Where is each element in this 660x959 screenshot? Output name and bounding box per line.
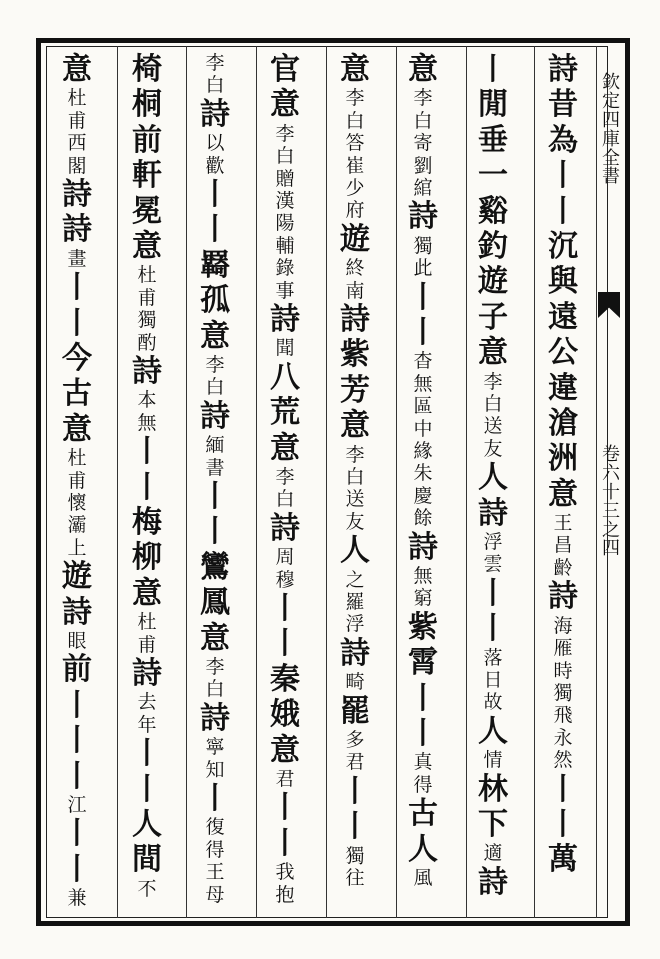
text-char: 友: [483, 437, 503, 460]
text-char: 丨: [62, 687, 92, 723]
text-char: 紫: [340, 337, 370, 373]
text-char: 無: [137, 411, 157, 434]
text-char: 友: [345, 510, 365, 533]
text-char: 丨: [340, 773, 370, 809]
text-char: 軒: [132, 158, 162, 194]
text-char: 意: [340, 408, 370, 444]
text-char: 府: [345, 199, 365, 222]
text-char: 事: [275, 279, 295, 302]
text-char: 寧: [205, 736, 225, 759]
margin-char: 全: [602, 147, 620, 169]
text-char: 少: [345, 177, 365, 200]
text-char: 本: [137, 389, 157, 412]
text-char: 甫: [67, 109, 87, 132]
text-char: 李: [345, 443, 365, 466]
text-char: 兼: [67, 887, 87, 910]
text-char: 意: [270, 732, 300, 768]
text-char: 聞: [275, 337, 295, 360]
text-char: 孤: [200, 283, 230, 319]
text-char: 情: [483, 749, 503, 772]
text-char: 送: [483, 415, 503, 438]
text-char: 意: [548, 476, 578, 512]
text-char: 得: [413, 773, 433, 796]
text-char: 意: [200, 318, 230, 354]
book-title: [597, 74, 625, 187]
text-char: 意: [132, 575, 162, 611]
text-char: 我: [275, 861, 295, 884]
text-char: 閣: [67, 154, 87, 177]
text-char: 紫: [408, 609, 438, 645]
text-char: 芳: [340, 372, 370, 408]
text-char: 釣: [478, 228, 508, 264]
text-char: 洲: [548, 441, 578, 477]
text-char: 詩: [132, 655, 162, 691]
text-char: 羇: [200, 247, 230, 283]
text-char: 與: [548, 264, 578, 300]
text-char: 丨: [270, 626, 300, 662]
text-char: 官: [270, 52, 300, 87]
text-char: 浮: [483, 530, 503, 553]
text-char: 詩: [548, 579, 578, 615]
text-char: 灞: [67, 514, 87, 537]
text-char: 終: [345, 257, 365, 280]
text-char: 羅: [345, 591, 365, 614]
text-char: 丨: [548, 158, 578, 194]
text-column: [130, 52, 164, 900]
text-char: 冕: [132, 193, 162, 229]
text-char: 白: [413, 109, 433, 132]
text-char: 林: [478, 771, 508, 807]
text-char: 甫: [67, 469, 87, 492]
text-char: 丨: [200, 478, 230, 514]
text-char: 緬: [205, 434, 225, 457]
text-char: 詩: [548, 52, 578, 87]
text-char: 意: [62, 411, 92, 447]
text-char: 丨: [270, 825, 300, 861]
text-char: 君: [275, 767, 295, 790]
text-char: 丨: [62, 723, 92, 759]
text-char: 詩: [340, 635, 370, 671]
text-char: 丨: [270, 790, 300, 826]
text-char: 詩: [200, 700, 230, 736]
column-rule: [466, 46, 467, 918]
text-char: 丨: [62, 758, 92, 794]
text-char: 下: [478, 806, 508, 842]
margin-char: 書: [602, 166, 620, 188]
text-char: 獨: [137, 309, 157, 332]
text-char: 鳳: [200, 585, 230, 621]
text-char: 穆: [275, 568, 295, 591]
margin-char: 定: [602, 90, 620, 112]
text-char: 此: [413, 257, 433, 280]
text-char: 丨: [548, 771, 578, 807]
margin-char: 六: [602, 462, 620, 484]
text-char: 酌: [137, 331, 157, 354]
text-char: 丨: [200, 514, 230, 550]
text-char: 丨: [132, 771, 162, 807]
text-char: 為: [548, 122, 578, 158]
text-char: 真: [413, 751, 433, 774]
column-rule: [326, 46, 327, 918]
text-char: 詩: [200, 398, 230, 434]
text-char: 時: [553, 659, 573, 682]
margin-char: 卷: [602, 444, 620, 465]
text-char: 丨: [408, 716, 438, 752]
text-char: 詩: [62, 177, 92, 213]
text-char: 人: [132, 806, 162, 842]
text-char: 杳: [413, 350, 433, 373]
text-char: 椅: [132, 52, 162, 87]
text-char: 詩: [408, 199, 438, 235]
column-rule: [256, 46, 257, 918]
text-char: 慶: [413, 484, 433, 507]
text-char: 丨: [200, 780, 230, 816]
text-char: 詩: [478, 495, 508, 531]
text-char: 浮: [345, 613, 365, 636]
text-char: 獨: [345, 844, 365, 867]
column-rule: [534, 46, 535, 918]
margin-char: 三: [602, 500, 620, 522]
text-char: 甫: [137, 633, 157, 656]
text-column: [198, 52, 232, 906]
column-rule: [186, 46, 187, 918]
text-char: 南: [345, 279, 365, 302]
margin-char: 十: [602, 481, 620, 503]
text-char: 無: [413, 372, 433, 395]
text-char: 君: [345, 751, 365, 774]
text-char: 鸞: [200, 549, 230, 585]
text-char: 適: [483, 842, 503, 865]
text-char: 周: [275, 546, 295, 569]
text-char: 詩: [200, 96, 230, 132]
text-char: 丨: [408, 279, 438, 315]
text-char: 垂: [478, 122, 508, 158]
text-char: 綰: [413, 177, 433, 200]
text-char: 去: [137, 691, 157, 714]
text-char: 昌: [553, 534, 573, 557]
text-char: 詩: [408, 529, 438, 565]
text-char: 窮: [413, 587, 433, 610]
text-char: 前: [132, 122, 162, 158]
text-char: 之: [345, 568, 365, 591]
text-char: 意: [132, 228, 162, 264]
text-char: 丨: [62, 851, 92, 887]
text-char: 意: [478, 335, 508, 371]
text-char: 區: [413, 395, 433, 418]
text-char: 詩: [62, 594, 92, 630]
text-char: 公: [548, 335, 578, 371]
text-char: 無: [413, 565, 433, 588]
text-char: 故: [483, 691, 503, 714]
text-char: 丨: [62, 270, 92, 306]
text-char: 霄: [408, 645, 438, 681]
margin-char: 之: [602, 519, 620, 541]
text-char: 錄: [275, 257, 295, 280]
text-char: 娥: [270, 697, 300, 733]
text-char: 意: [62, 52, 92, 87]
text-char: 不: [137, 877, 157, 900]
text-char: 李: [275, 466, 295, 488]
text-char: 杜: [137, 264, 157, 287]
text-char: 詩: [270, 302, 300, 338]
text-char: 梅: [132, 504, 162, 540]
text-char: 緣: [413, 440, 433, 463]
text-char: 古: [62, 376, 92, 412]
text-char: 書: [205, 456, 225, 479]
text-char: 送: [345, 488, 365, 511]
text-char: 風: [413, 867, 433, 890]
text-char: 杜: [67, 87, 87, 110]
text-char: 昔: [548, 87, 578, 123]
text-char: 人: [478, 713, 508, 749]
text-char: 一: [478, 158, 508, 194]
text-char: 中: [413, 417, 433, 440]
text-char: 詩: [340, 302, 370, 338]
margin-char: 欽: [602, 72, 620, 93]
text-char: 人: [408, 831, 438, 867]
text-char: 漢: [275, 190, 295, 212]
text-char: 齡: [553, 556, 573, 579]
text-char: 白: [205, 74, 225, 97]
text-char: 丨: [200, 212, 230, 248]
text-char: 朱: [413, 462, 433, 485]
text-char: 荒: [270, 395, 300, 431]
text-char: 意: [340, 52, 370, 87]
text-char: 答: [345, 132, 365, 155]
text-char: 意: [200, 620, 230, 656]
text-char: 意: [408, 52, 438, 87]
text-char: 永: [553, 726, 573, 749]
margin-char: 庫: [602, 128, 620, 150]
text-char: 海: [553, 614, 573, 637]
text-char: 違: [548, 370, 578, 406]
text-char: 詩: [478, 864, 508, 900]
text-char: 白: [205, 376, 225, 399]
text-char: 丨: [478, 611, 508, 647]
text-char: 上: [67, 536, 87, 559]
text-char: 遊: [340, 221, 370, 257]
text-char: 間: [132, 842, 162, 878]
text-char: 閒: [478, 87, 508, 123]
text-char: 日: [483, 668, 503, 691]
text-char: 王: [205, 861, 225, 884]
column-rule: [117, 46, 118, 918]
text-char: 李: [345, 87, 365, 110]
text-char: 往: [345, 867, 365, 890]
text-char: 李: [205, 655, 225, 678]
text-char: 遊: [62, 559, 92, 595]
text-char: 李: [205, 52, 225, 74]
text-char: 白: [275, 145, 295, 168]
text-char: 甫: [137, 286, 157, 309]
text-char: 沉: [548, 228, 578, 264]
text-char: 寄: [413, 132, 433, 155]
text-char: 丨: [478, 575, 508, 611]
text-char: 滄: [548, 405, 578, 441]
text-char: 丨: [270, 591, 300, 627]
text-char: 萬: [548, 842, 578, 878]
text-char: 古: [408, 796, 438, 832]
text-char: 人: [340, 533, 370, 569]
text-char: 白: [483, 392, 503, 415]
text-char: 輔: [275, 234, 295, 257]
text-char: 西: [67, 132, 87, 155]
text-char: 劉: [413, 154, 433, 177]
section-label: [597, 446, 625, 559]
text-char: 白: [345, 109, 365, 132]
text-char: 崔: [345, 154, 365, 177]
text-char: 王: [553, 512, 573, 535]
text-char: 雲: [483, 553, 503, 576]
text-char: 杜: [67, 447, 87, 470]
page-margin: [596, 46, 625, 918]
text-char: 餘: [413, 507, 433, 530]
text-char: 李: [275, 122, 295, 145]
text-char: 杜: [137, 611, 157, 634]
margin-char: 四: [602, 109, 620, 131]
text-char: 丨: [132, 736, 162, 772]
text-column: [60, 52, 94, 910]
text-char: 知: [205, 758, 225, 781]
text-char: 丨: [200, 177, 230, 213]
text-char: 母: [205, 883, 225, 906]
text-char: 抱: [275, 883, 295, 906]
text-char: 遠: [548, 299, 578, 335]
text-char: 復: [205, 816, 225, 839]
text-char: 李: [413, 87, 433, 110]
text-column: [268, 52, 302, 906]
text-char: 獨: [413, 234, 433, 257]
text-char: 秦: [270, 661, 300, 697]
text-char: 白: [275, 488, 295, 511]
text-char: 贈: [275, 167, 295, 190]
text-char: 畫: [67, 247, 87, 270]
text-column: [338, 52, 372, 889]
text-char: 丨: [408, 315, 438, 351]
text-char: 得: [205, 838, 225, 861]
text-char: 丨: [408, 680, 438, 716]
text-char: 詩: [270, 510, 300, 546]
text-char: 懷: [67, 491, 87, 514]
text-char: 前: [62, 652, 92, 688]
text-char: 丨: [548, 806, 578, 842]
text-char: 今: [62, 340, 92, 376]
text-char: 歡: [205, 154, 225, 177]
text-char: 年: [137, 713, 157, 736]
text-char: 江: [67, 793, 87, 816]
text-char: 子: [478, 299, 508, 335]
text-char: 陽: [275, 212, 295, 235]
text-char: 丨: [132, 469, 162, 505]
text-char: 獨: [553, 681, 573, 704]
text-char: 詩: [62, 212, 92, 248]
text-char: 多: [345, 729, 365, 752]
text-column: [476, 52, 510, 900]
text-char: 然: [553, 749, 573, 772]
text-char: 丨: [478, 52, 508, 87]
text-char: 柳: [132, 540, 162, 576]
text-char: 落: [483, 646, 503, 669]
text-char: 詩: [132, 353, 162, 389]
text-char: 以: [205, 132, 225, 155]
text-char: 丨: [548, 193, 578, 229]
text-column: [406, 52, 440, 889]
text-char: 谿: [478, 193, 508, 229]
text-char: 畸: [345, 671, 365, 694]
text-char: 雁: [553, 637, 573, 660]
text-char: 丨: [132, 434, 162, 470]
text-column: [546, 52, 580, 878]
text-char: 意: [270, 430, 300, 466]
text-char: 意: [270, 87, 300, 123]
text-char: 丨: [340, 809, 370, 845]
text-char: 丨: [62, 816, 92, 852]
text-char: 飛: [553, 704, 573, 727]
text-char: 罷: [340, 693, 370, 729]
text-char: 白: [345, 466, 365, 488]
margin-char: 四: [602, 538, 620, 560]
text-char: 李: [205, 353, 225, 376]
text-char: 遊: [478, 264, 508, 300]
text-char: 丨: [62, 305, 92, 341]
text-char: 眼: [67, 629, 87, 652]
column-rule: [396, 46, 397, 918]
text-char: 人: [478, 460, 508, 496]
text-char: 桐: [132, 87, 162, 123]
text-char: 李: [483, 370, 503, 393]
text-char: 八: [270, 359, 300, 395]
text-char: 白: [205, 678, 225, 701]
